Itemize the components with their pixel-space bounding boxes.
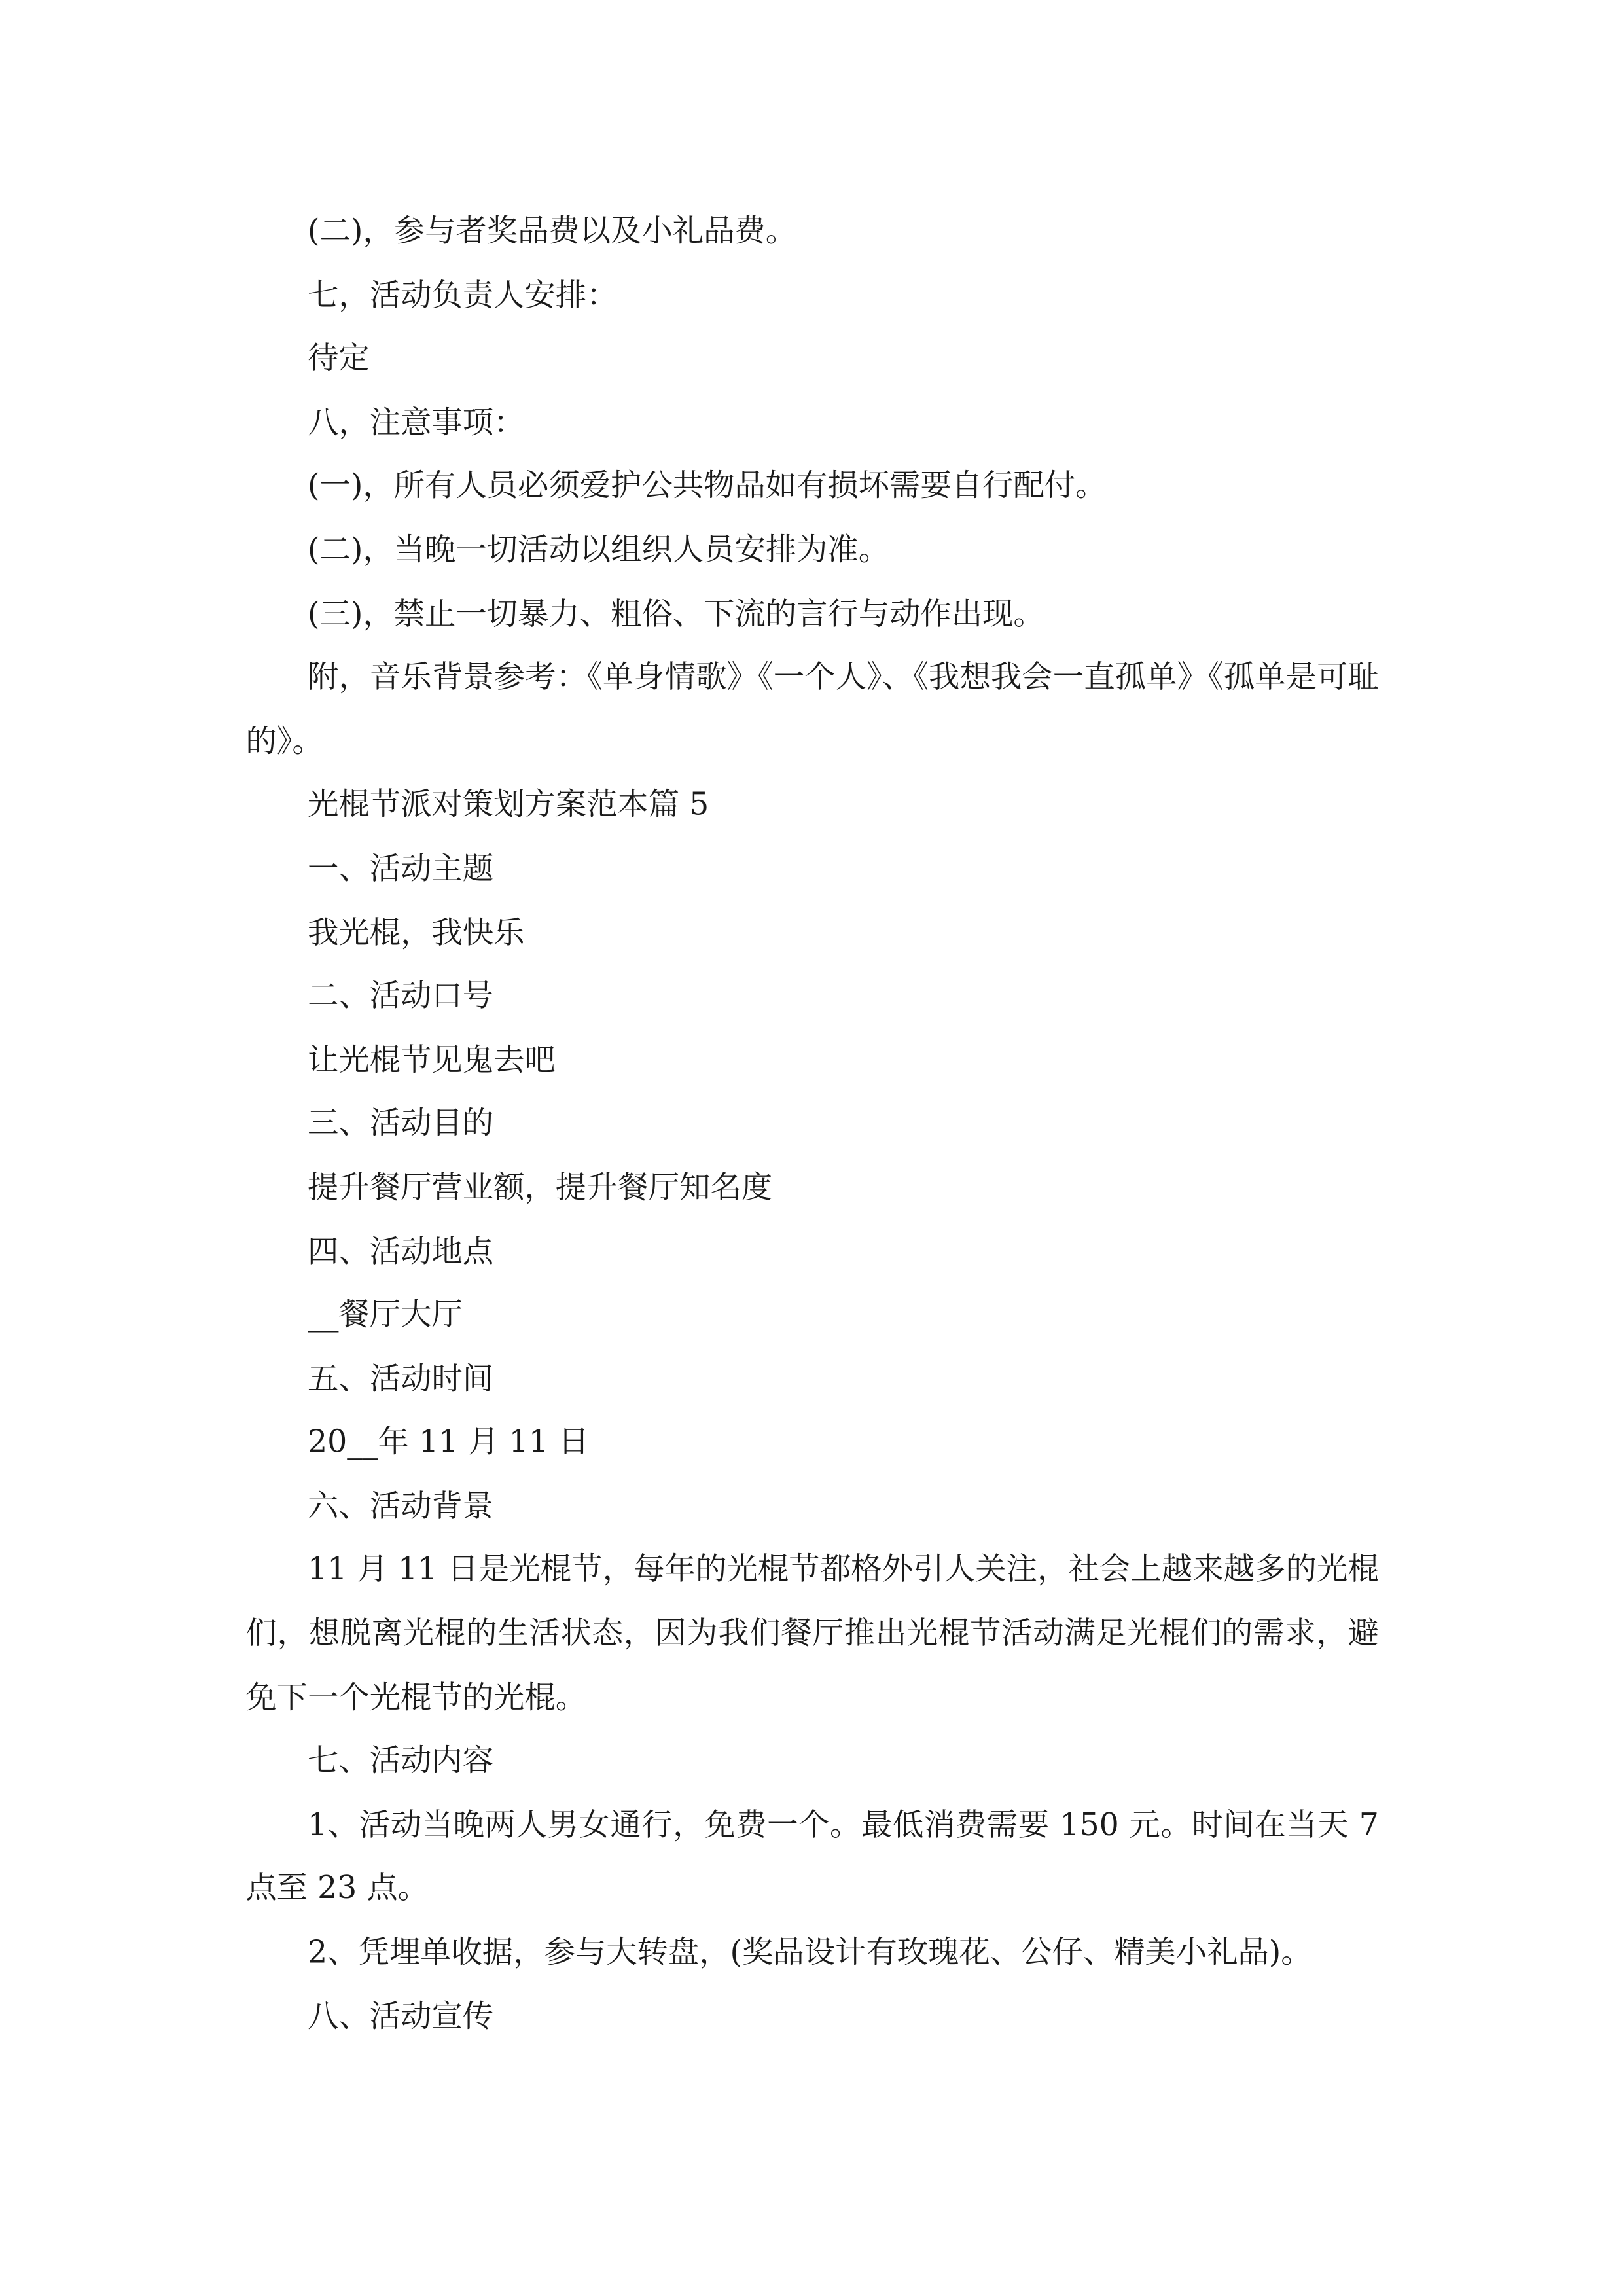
section-heading-slogan: 二、活动口号 [308, 977, 494, 1014]
location-value: __餐厅大厅 [308, 1295, 463, 1333]
section-heading-purpose: 三、活动目的 [308, 1104, 494, 1141]
section-heading-promotion: 八、活动宣传 [308, 1997, 494, 2034]
note-item-1: (一)，所有人员必须爱护公共物品如有损坏需要自行配付。 [308, 467, 1107, 504]
person-in-charge-value: 待定 [308, 339, 370, 376]
theme-value: 我光棍，我快乐 [308, 913, 525, 950]
section-heading-theme: 一、活动主题 [308, 849, 494, 886]
section-heading-person-in-charge: 七，活动负责人安排： [308, 276, 618, 313]
section-heading-time: 五、活动时间 [308, 1359, 494, 1396]
section-heading-content: 七、活动内容 [308, 1742, 494, 1779]
section-heading-notes: 八，注意事项： [308, 403, 525, 440]
section-heading-location: 四、活动地点 [308, 1232, 494, 1269]
content-item-2: 2、凭埋单收据，参与大转盘，(奖品设计有玫瑰花、公仔、精美小礼品)。 [308, 1933, 1312, 1970]
background-value: 11 月 11 日是光棍节，每年的光棍节都格外引人关注，社会上越来越多的光棍们，想脱离光棍的生活状态，因为我们餐厅推出光棍节活动满足光棍们的需求，避免下一个光棍节的光棍。 [245, 1551, 1379, 1715]
time-value: 20__年 11 月 11 日 [308, 1423, 590, 1460]
note-item-2: (二)，当晚一切活动以组织人员安排为准。 [308, 530, 890, 567]
article-title: 光棍节派对策划方案范本篇 5 [308, 785, 709, 823]
music-reference: 附，音乐背景参考：《单身情歌》《一个人》、《我想我会一直孤单》《孤单是可耻的》。 [245, 658, 1379, 759]
slogan-value: 让光棍节见鬼去吧 [308, 1041, 556, 1077]
note-item-3: (三)，禁止一切暴力、粗俗、下流的言行与动作出现。 [308, 594, 1044, 632]
section-heading-background: 六、活动背景 [308, 1486, 494, 1524]
purpose-value: 提升餐厅营业额，提升餐厅知名度 [308, 1168, 773, 1205]
content-item-1: 1、活动当晚两人男女通行，免费一个。最低消费需要 150 元。时间在当天 7 点至 23 点。 [245, 1805, 1379, 1907]
prize-cost-item: (二)，参与者奖品费以及小礼品费。 [308, 211, 797, 249]
document-body [245, 199, 1379, 2048]
